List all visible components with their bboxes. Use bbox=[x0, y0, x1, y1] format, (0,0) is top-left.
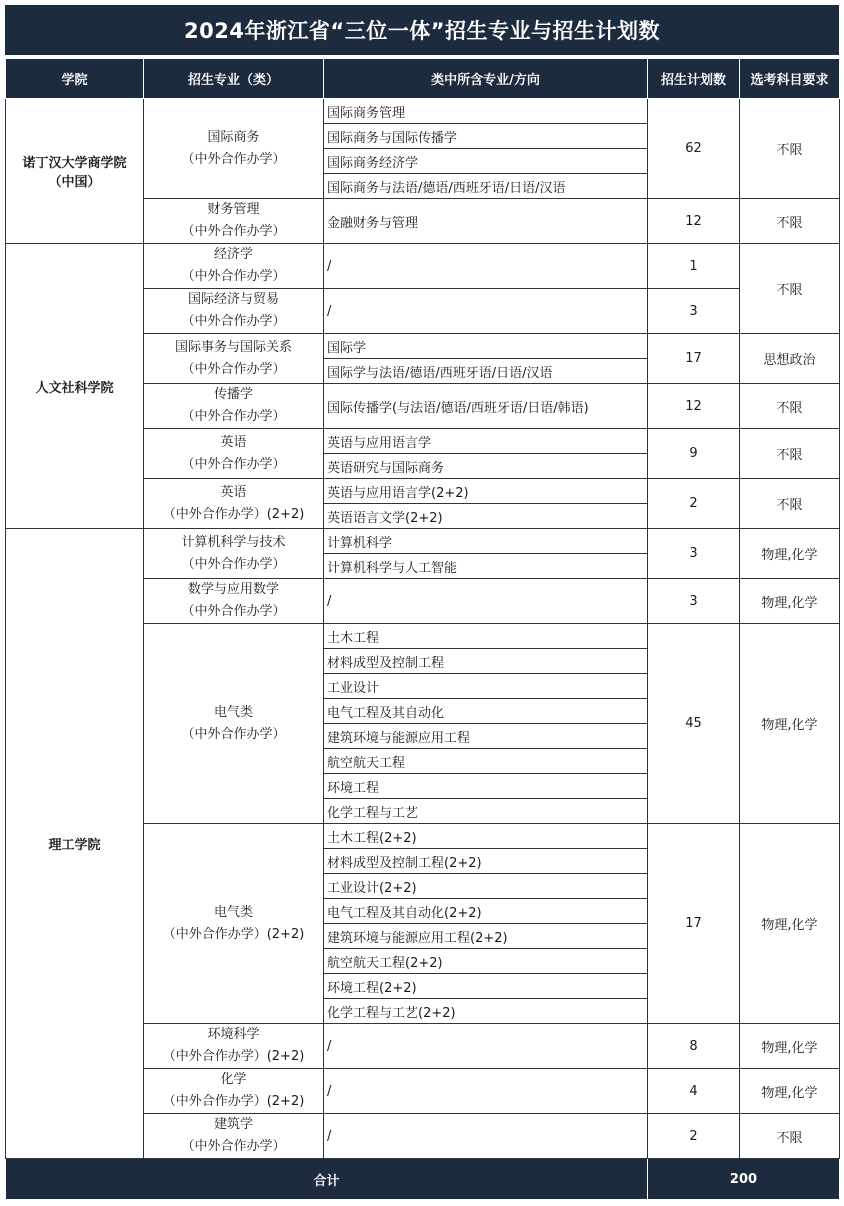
sub-major-cell: 英语与应用语言学(2+2) bbox=[324, 479, 648, 504]
college-name-line: （中国） bbox=[48, 175, 101, 190]
program-name-line: （中外合作办学） bbox=[181, 409, 286, 424]
program-name-line: 国际经济与贸易 bbox=[187, 292, 279, 307]
requirement-cell: 物理,化学 bbox=[740, 624, 840, 824]
total-label: 合计 bbox=[6, 1159, 648, 1200]
sub-major-cell: 国际学与法语/德语/西班牙语/日语/汉语 bbox=[324, 359, 648, 384]
program-cell bbox=[144, 1069, 324, 1114]
requirement-cell: 物理,化学 bbox=[740, 1069, 840, 1114]
program-cell bbox=[144, 384, 324, 429]
sub-major-cell: 环境工程 bbox=[324, 774, 648, 799]
program-name-line: （中外合作办学） bbox=[181, 556, 286, 572]
program-name-line: 英语 bbox=[220, 484, 247, 500]
program-cell bbox=[144, 429, 324, 479]
college-name-line: 人文社科学院 bbox=[35, 380, 114, 396]
sub-major-cell: 计算机科学 bbox=[324, 529, 648, 554]
sub-major-cell: 英语语言文学(2+2) bbox=[324, 504, 648, 529]
plan-count-cell: 3 bbox=[648, 529, 740, 579]
requirement-cell: 物理,化学 bbox=[740, 824, 840, 1024]
requirement-cell: 物理,化学 bbox=[740, 579, 840, 624]
program-name-line: 环境科学 bbox=[207, 1027, 260, 1042]
program-cell bbox=[144, 289, 324, 334]
program-name-line: （中外合作办学）(2+2) bbox=[162, 506, 305, 522]
sub-major-cell: 土木工程(2+2) bbox=[324, 824, 648, 849]
header-program: 招生专业（类） bbox=[144, 59, 324, 99]
requirement-cell: 不限 bbox=[740, 99, 840, 199]
requirement-cell: 不限 bbox=[740, 429, 840, 479]
table-header-row bbox=[6, 59, 840, 99]
program-name-line: （中外合作办学）(2+2) bbox=[162, 1049, 305, 1064]
plan-count-cell: 12 bbox=[648, 199, 740, 244]
requirement-cell: 不限 bbox=[740, 244, 840, 334]
plan-count-cell: 17 bbox=[648, 334, 740, 384]
program-name-line: 英语 bbox=[220, 434, 247, 450]
plan-count-cell: 17 bbox=[648, 824, 740, 1024]
requirement-cell: 不限 bbox=[740, 479, 840, 529]
requirement-cell: 不限 bbox=[740, 199, 840, 244]
admission-table-document bbox=[5, 5, 839, 1200]
sub-major-cell: 土木工程 bbox=[324, 624, 648, 649]
sub-major-cell: 航空航天工程 bbox=[324, 749, 648, 774]
college-cell bbox=[6, 244, 144, 529]
requirement-cell: 不限 bbox=[740, 384, 840, 429]
program-name-line: 传播学 bbox=[213, 387, 253, 402]
header-sub-majors: 类中所含专业/方向 bbox=[324, 59, 648, 99]
program-name-line: 电气类 bbox=[213, 904, 253, 920]
program-name-line: 建筑学 bbox=[213, 1117, 253, 1132]
plan-count-cell: 62 bbox=[648, 99, 740, 199]
program-cell bbox=[144, 579, 324, 624]
sub-major-cell: / bbox=[324, 289, 648, 334]
page-title: 2024年浙江省“三位一体”招生专业与招生计划数 bbox=[5, 5, 839, 55]
plan-count-cell: 9 bbox=[648, 429, 740, 479]
plan-count-cell: 12 bbox=[648, 384, 740, 429]
program-name-line: 国际商务 bbox=[207, 129, 260, 145]
program-name-line: （中外合作办学） bbox=[181, 269, 286, 284]
plan-count-cell: 3 bbox=[648, 579, 740, 624]
program-name-line: （中外合作办学） bbox=[181, 151, 286, 167]
total-row bbox=[6, 1159, 840, 1200]
program-name-line: 电气类 bbox=[213, 704, 253, 720]
program-name-line: 计算机科学与技术 bbox=[181, 534, 286, 550]
sub-major-cell: / bbox=[324, 1024, 648, 1069]
program-name-line: （中外合作办学） bbox=[181, 314, 286, 329]
sub-major-cell: 建筑环境与能源应用工程 bbox=[324, 724, 648, 749]
total-value: 200 bbox=[648, 1159, 840, 1200]
program-name-line: （中外合作办学） bbox=[181, 604, 286, 619]
requirement-cell: 不限 bbox=[740, 1114, 840, 1159]
program-cell bbox=[144, 199, 324, 244]
sub-major-cell: / bbox=[324, 1114, 648, 1159]
sub-major-cell: 电气工程及其自动化(2+2) bbox=[324, 899, 648, 924]
sub-major-cell: 环境工程(2+2) bbox=[324, 974, 648, 999]
program-name-line: （中外合作办学） bbox=[181, 1139, 286, 1154]
college-name-line: 诺丁汉大学商学院 bbox=[22, 156, 127, 171]
program-name-line: 经济学 bbox=[213, 247, 253, 262]
sub-major-cell: 国际传播学(与法语/德语/西班牙语/日语/韩语) bbox=[324, 384, 648, 429]
program-name-line: 国际事务与国际关系 bbox=[174, 339, 292, 355]
sub-major-cell: 材料成型及控制工程 bbox=[324, 649, 648, 674]
sub-major-cell: 工业设计(2+2) bbox=[324, 874, 648, 899]
program-name-line: （中外合作办学） bbox=[181, 456, 286, 472]
sub-major-cell: / bbox=[324, 1069, 648, 1114]
college-name-line: 理工学院 bbox=[48, 838, 101, 853]
table-row bbox=[6, 99, 840, 124]
college-cell bbox=[6, 99, 144, 244]
program-cell bbox=[144, 479, 324, 529]
sub-major-cell: 国际学 bbox=[324, 334, 648, 359]
program-cell bbox=[144, 1114, 324, 1159]
sub-major-cell: 国际商务与法语/德语/西班牙语/日语/汉语 bbox=[324, 174, 648, 199]
requirement-cell: 思想政治 bbox=[740, 334, 840, 384]
program-name-line: 财务管理 bbox=[207, 202, 260, 217]
sub-major-cell: 国际商务管理 bbox=[324, 99, 648, 124]
sub-major-cell: 国际商务经济学 bbox=[324, 149, 648, 174]
header-requirement: 选考科目要求 bbox=[740, 59, 840, 99]
sub-major-cell: 国际商务与国际传播学 bbox=[324, 124, 648, 149]
program-name-line: （中外合作办学） bbox=[181, 224, 286, 239]
sub-major-cell: 化学工程与工艺 bbox=[324, 799, 648, 824]
program-cell bbox=[144, 244, 324, 289]
table-body bbox=[6, 99, 840, 1159]
program-cell bbox=[144, 529, 324, 579]
plan-count-cell: 1 bbox=[648, 244, 740, 289]
program-name-line: （中外合作办学）(2+2) bbox=[162, 1094, 305, 1109]
plan-count-cell: 4 bbox=[648, 1069, 740, 1114]
program-name-line: 化学 bbox=[220, 1072, 247, 1087]
admission-table bbox=[5, 58, 840, 1200]
table-row bbox=[6, 529, 840, 554]
program-cell bbox=[144, 1024, 324, 1069]
sub-major-cell: 计算机科学与人工智能 bbox=[324, 554, 648, 579]
program-name-line: （中外合作办学） bbox=[181, 361, 286, 377]
sub-major-cell: 工业设计 bbox=[324, 674, 648, 699]
plan-count-cell: 2 bbox=[648, 1114, 740, 1159]
program-name-line: 数学与应用数学 bbox=[187, 582, 279, 597]
sub-major-cell: / bbox=[324, 579, 648, 624]
sub-major-cell: / bbox=[324, 244, 648, 289]
program-cell bbox=[144, 99, 324, 199]
sub-major-cell: 材料成型及控制工程(2+2) bbox=[324, 849, 648, 874]
sub-major-cell: 航空航天工程(2+2) bbox=[324, 949, 648, 974]
header-college: 学院 bbox=[6, 59, 144, 99]
sub-major-cell: 电气工程及其自动化 bbox=[324, 699, 648, 724]
college-cell bbox=[6, 529, 144, 1159]
program-name-line: （中外合作办学）(2+2) bbox=[162, 926, 305, 942]
program-name-line: （中外合作办学） bbox=[181, 726, 286, 742]
sub-major-cell: 建筑环境与能源应用工程(2+2) bbox=[324, 924, 648, 949]
sub-major-cell: 化学工程与工艺(2+2) bbox=[324, 999, 648, 1024]
program-cell bbox=[144, 334, 324, 384]
table-row bbox=[6, 244, 840, 289]
requirement-cell: 物理,化学 bbox=[740, 529, 840, 579]
plan-count-cell: 3 bbox=[648, 289, 740, 334]
requirement-cell: 物理,化学 bbox=[740, 1024, 840, 1069]
plan-count-cell: 45 bbox=[648, 624, 740, 824]
program-cell bbox=[144, 824, 324, 1024]
sub-major-cell: 英语与应用语言学 bbox=[324, 429, 648, 454]
plan-count-cell: 8 bbox=[648, 1024, 740, 1069]
header-plan: 招生计划数 bbox=[648, 59, 740, 99]
program-cell bbox=[144, 624, 324, 824]
sub-major-cell: 金融财务与管理 bbox=[324, 199, 648, 244]
sub-major-cell: 英语研究与国际商务 bbox=[324, 454, 648, 479]
plan-count-cell: 2 bbox=[648, 479, 740, 529]
